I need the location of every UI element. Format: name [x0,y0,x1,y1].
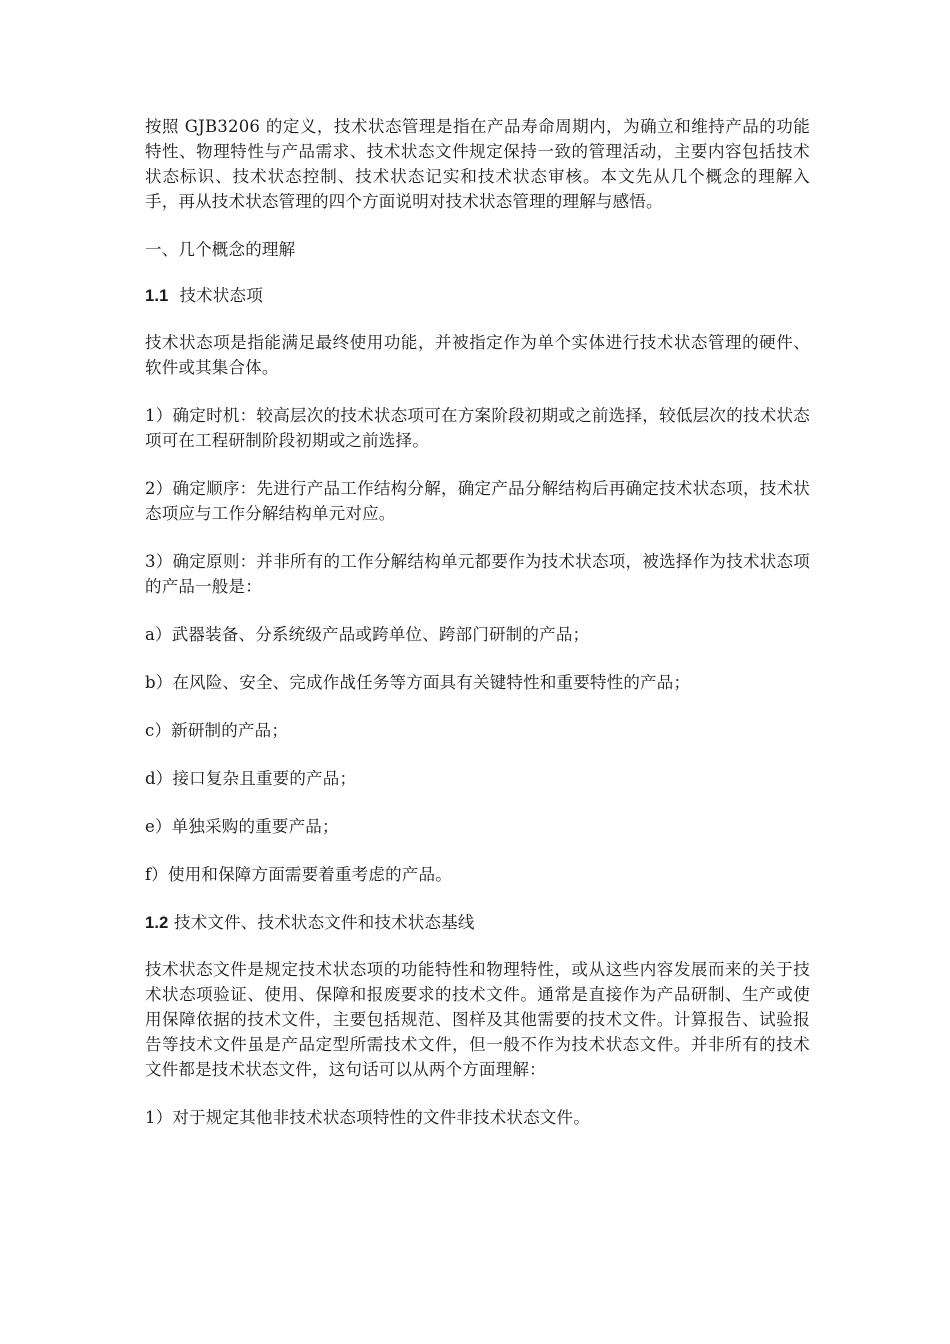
criteria-item: b）在风险、安全、完成作战任务等方面具有关键特性和重要特性的产品； [145,673,691,692]
subsection-number: 1.1 [145,287,169,305]
subsection-title: 技术文件、技术状态文件和技术状态基线 [174,913,475,932]
body-paragraph: 技术状态文件是规定技术状态项的功能特性和物理特性，或从这些内容发展而来的关于技术状态项验证、使用、保障和报废要求的技术文件。通常是直接作为产品研制、生产或使用保障依据的技术文件，主要包括规范、图样及其他需要的技术文件。计算报告、试验报告等技术文件虽是产品定型所需技术文件，但一般不作为技术状态文件。并非所有的技术文件都是技术状态文件，这句话可以从两个方面理解： [145,960,810,1079]
list-item: 1）确定时机：较高层次的技术状态项可在方案阶段初期或之前选择，较低层次的技术状态项可在工程研制阶段初期或之前选择。 [145,406,810,450]
list-item: 3）确定原则：并非所有的工作分解结构单元都要作为技术状态项，被选择作为技术状态项的产品一般是： [145,552,810,596]
list-item: 1）对于规定其他非技术状态项特性的文件非技术状态文件。 [145,1108,590,1127]
criteria-item: e）单独采购的重要产品； [145,817,339,836]
section-heading: 一、几个概念的理解 [145,240,296,259]
criteria-item: d）接口复杂且重要的产品； [145,769,357,788]
subsection-number: 1.2 [145,914,169,932]
subsection-title: 技术状态项 [179,286,263,305]
subsection-heading-1-1 [145,283,810,309]
list-item: 2）确定顺序：先进行产品工作结构分解，确定产品分解结构后再确定技术状态项，技术状态项应与工作分解结构单元对应。 [145,479,810,523]
definition-paragraph: 技术状态项是指能满足最终使用功能，并被指定作为单个实体进行技术状态管理的硬件、软件或其集合体。 [145,333,810,377]
criteria-item: f）使用和保障方面需要着重考虑的产品。 [145,865,452,884]
document-body [145,114,810,1153]
criteria-item: c）新研制的产品； [145,721,289,740]
subsection-heading-1-2 [145,910,810,936]
criteria-item: a）武器装备、分系统级产品或跨单位、跨部门研制的产品； [145,625,590,644]
intro-paragraph: 按照 GJB3206 的定义，技术状态管理是指在产品寿命周期内，为确立和维持产品的功能特性、物理特性与产品需求、技术状态文件规定保持一致的管理活动，主要内容包括技术状态标识、技术状态控制、技术状态记实和技术状态审核。本文先从几个概念的理解入手，再从技术状态管理的四个方面说明对技术状态管理的理解与感悟。 [145,117,810,211]
